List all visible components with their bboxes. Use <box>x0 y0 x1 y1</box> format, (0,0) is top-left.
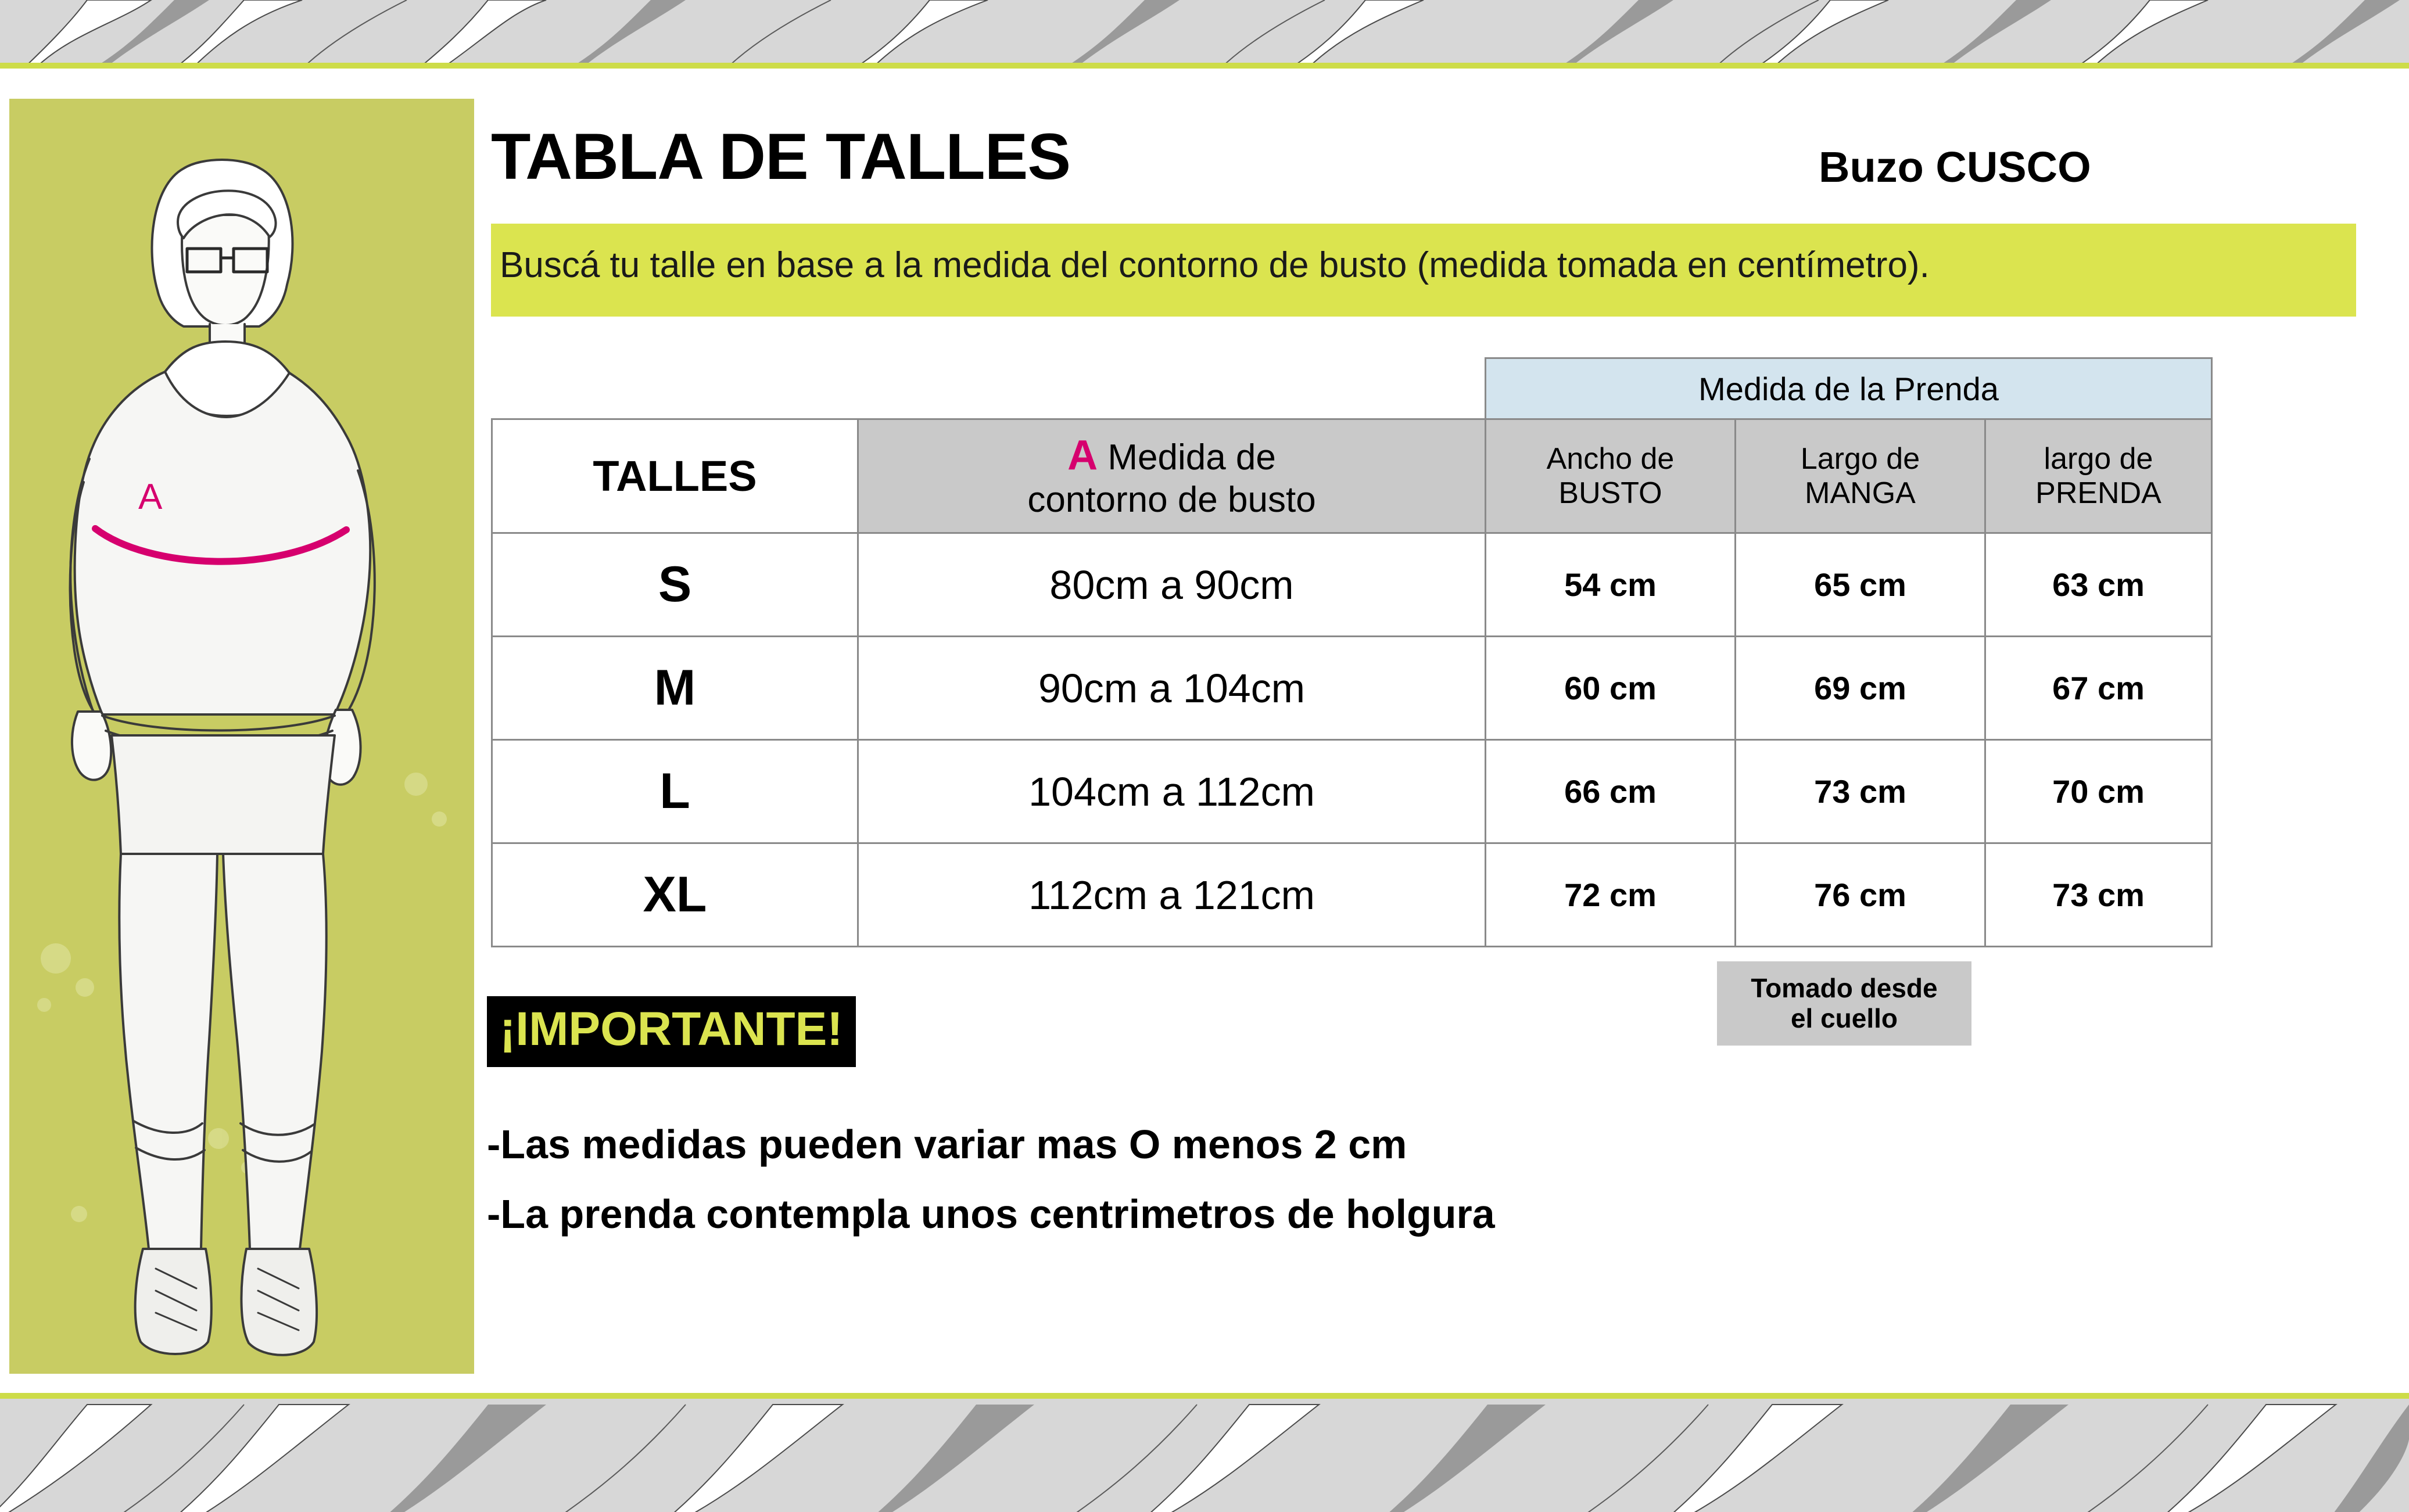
column-header-largo-manga <box>1736 419 1985 533</box>
footnote-line1: Tomado desde <box>1751 972 1938 1003</box>
subtitle-banner <box>491 224 2356 317</box>
table-header-row <box>492 419 2212 533</box>
cell-talle: XL <box>492 843 858 947</box>
bottom-decorative-band <box>0 1393 2409 1512</box>
size-table-wrapper <box>491 357 2211 947</box>
important-badge: ¡IMPORTANTE! <box>487 996 856 1067</box>
cell-busto-range: 112cm a 121cm <box>858 843 1486 947</box>
cell-busto-range: 104cm a 112cm <box>858 740 1486 843</box>
top-decorative-band <box>0 0 2409 69</box>
table-row <box>492 843 2212 947</box>
subtitle-text: Buscá tu talle en base a la medida del contorno de busto (medida tomada en centímetro). <box>500 245 1930 285</box>
group-header-medida-prenda: Medida de la Prenda <box>1486 358 2212 419</box>
ancho-busto-line2: BUSTO <box>1558 476 1662 510</box>
table-row <box>492 533 2212 637</box>
cell-busto-range: 80cm a 90cm <box>858 533 1486 637</box>
cell-ancho-busto: 54 cm <box>1486 533 1736 637</box>
cell-largo-prenda: 70 cm <box>1985 740 2212 843</box>
cell-talle: M <box>492 637 858 740</box>
column-header-largo-prenda <box>1985 419 2212 533</box>
cell-largo-manga: 65 cm <box>1736 533 1985 637</box>
column-header-contorno-busto <box>858 419 1486 533</box>
model-illustration-panel <box>9 99 474 1374</box>
column-header-busto-line2: contorno de busto <box>1027 480 1316 520</box>
cell-ancho-busto: 72 cm <box>1486 843 1736 947</box>
footnote-tomado-desde-cuello <box>1717 961 1971 1046</box>
largo-manga-line2: MANGA <box>1805 476 1916 510</box>
product-name: Buzo CUSCO <box>1819 143 2091 191</box>
leaf-pattern-icon <box>0 0 2409 69</box>
cell-talle: L <box>492 740 858 843</box>
table-row <box>492 740 2212 843</box>
cell-busto-range: 90cm a 104cm <box>858 637 1486 740</box>
largo-prenda-line1: largo de <box>2044 442 2153 476</box>
cell-largo-manga: 73 cm <box>1736 740 1985 843</box>
cell-largo-prenda: 67 cm <box>1985 637 2212 740</box>
table-group-header-row <box>492 358 2212 419</box>
largo-manga-line1: Largo de <box>1800 442 1920 476</box>
footnote-line2: el cuello <box>1790 1003 1898 1033</box>
important-note-line-1: -Las medidas pueden variar mas O menos 2 cm <box>487 1122 1407 1167</box>
cell-ancho-busto: 60 cm <box>1486 637 1736 740</box>
a-marker-label: A <box>1067 432 1098 479</box>
column-header-ancho-busto <box>1486 419 1736 533</box>
cell-largo-prenda: 73 cm <box>1985 843 2212 947</box>
model-a-label: A <box>138 477 163 517</box>
column-header-talles: TALLES <box>492 419 858 533</box>
column-header-busto-line1: Medida de <box>1107 437 1276 477</box>
important-note-line-2: -La prenda contempla unos centrimetros de holgura <box>487 1191 1495 1237</box>
cell-largo-prenda: 63 cm <box>1985 533 2212 637</box>
woman-figure-illustration-icon <box>9 99 474 1374</box>
leaf-pattern-icon <box>0 1399 2409 1512</box>
cell-largo-manga: 69 cm <box>1736 637 1985 740</box>
spacer-cell-1 <box>492 358 858 419</box>
spacer-cell-2 <box>858 358 1486 419</box>
cell-talle: S <box>492 533 858 637</box>
size-table <box>491 357 2213 947</box>
table-row <box>492 637 2212 740</box>
largo-prenda-line2: PRENDA <box>2035 476 2161 510</box>
cell-ancho-busto: 66 cm <box>1486 740 1736 843</box>
cell-largo-manga: 76 cm <box>1736 843 1985 947</box>
page-title: TABLA DE TALLES <box>491 120 1071 193</box>
ancho-busto-line1: Ancho de <box>1546 442 1675 476</box>
